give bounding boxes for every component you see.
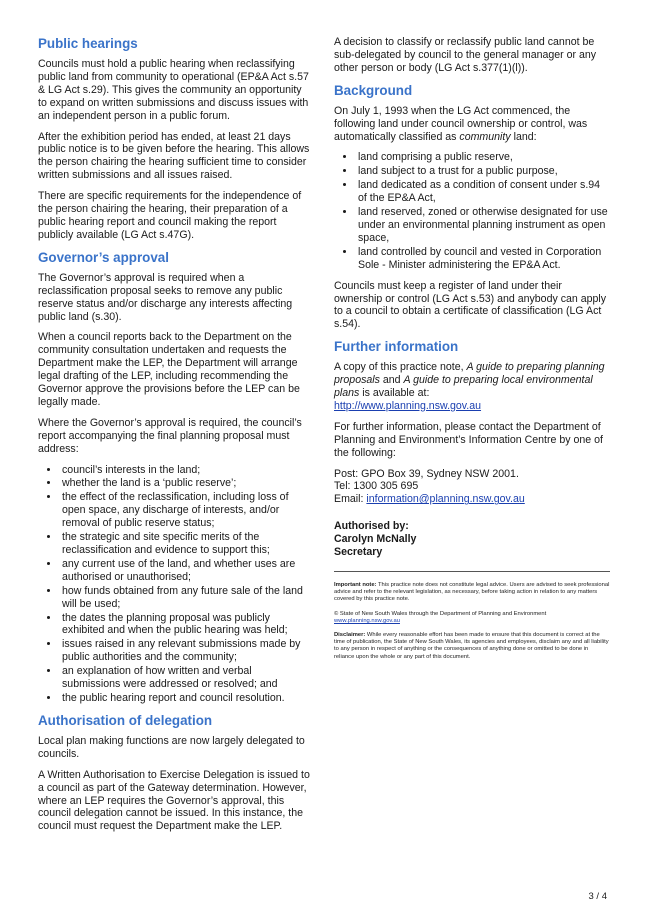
disclaimer-note xyxy=(334,632,610,661)
copyright-note xyxy=(334,611,610,625)
notes-divider xyxy=(334,571,610,572)
further-information-heading: Further information xyxy=(334,339,459,355)
left-column xyxy=(38,36,310,841)
contact-email-label: Email: xyxy=(334,493,367,506)
further-p1-a: A copy of this practice note, xyxy=(334,361,467,374)
signature-block xyxy=(334,520,610,559)
background-p1-post: land: xyxy=(510,130,537,143)
governors-approval-p1: The Governor’s approval is required when a reclassification proposal seeks to remove any public reserve status and/or discharge any interests affecting public land (s.30). xyxy=(38,271,293,323)
authorisation-p2: A Written Authorisation to Exercise Delegation is issued to a council as part of the Gateway determination. However, where an LEP requires the Governor’s approval, this council delegation cannot be issued. In this instance, the council must request the Department make the LEP. xyxy=(38,768,310,833)
authorisation-p1: Local plan making functions are now largely delegated to councils. xyxy=(38,734,305,760)
background-p1-em: community xyxy=(459,130,511,143)
background-p1-pre: On July 1, 1993 when the LG Act commenced, the following land under council ownership or control, was automatically classified as xyxy=(334,104,588,143)
signature-authorised-by: Authorised by: xyxy=(334,520,409,533)
copyright-text: © State of New South Wales through the Department of Planning and Environment xyxy=(334,610,547,617)
governors-approval-p3: Where the Governor’s approval is required, the council’s report accompanying the final planning proposal must address: xyxy=(38,416,302,455)
background-p1 xyxy=(334,105,610,144)
list-item: • the dates the planning proposal was publicly exhibited and when the public hearing was held; xyxy=(60,612,310,638)
list-item: • land controlled by council and vested in Corporation Sole - Minister administering the EP&A Act. xyxy=(356,246,610,272)
governors-approval-heading: Governor’s approval xyxy=(38,249,169,265)
list-item: • whether the land is a ‘public reserve’; xyxy=(60,477,310,490)
list-item: • the effect of the reclassification, including loss of open space, any discharge of interests, and/or removal of public reserve status; xyxy=(60,491,310,530)
delegation-intro: A decision to classify or reclassify public land cannot be sub-delegated by council to the general manager or any other person or body (LG Act s.377(1)(l)). xyxy=(334,36,597,74)
important-note xyxy=(334,582,610,604)
public-hearings-p1: Councils must hold a public hearing when reclassifying public land from community to operational (EP&A Act s.57 & LG Act s.29). This gives the community an opportunity to expand on written submissions and discuss issues with an independent person in a public forum. xyxy=(38,58,309,122)
authorisation-heading: Authorisation of delegation xyxy=(38,712,213,728)
contact-details xyxy=(334,468,610,507)
further-p1-b: and xyxy=(379,374,404,387)
guide-lep-title: A guide to preparing local environmental plans xyxy=(334,374,593,400)
signature-name: Carolyn McNally xyxy=(334,533,417,546)
contact-post: Post: GPO Box 39, Sydney NSW 2001. xyxy=(334,467,519,480)
disclaimer-text: While every reasonable effort has been made to ensure that this document is correct at the time of publication, the State of New South Wales, its agencies and employees, disclaim any and all liability to any person in respect of anything or the consequences of anything done or omitted to be done in reliance upon the whole or any part of this document. xyxy=(334,632,609,660)
planning-website-link[interactable]: http://www.planning.nsw.gov.au xyxy=(334,399,482,412)
list-item: • how funds obtained from any future sale of the land will be used; xyxy=(60,585,310,611)
public-hearings-p3: There are specific requirements for the independence of the person chairing the hearing, their preparation of a public hearing report and council making the report publicly available (LG Act s.47G). xyxy=(38,190,302,241)
page-number: 3 / 4 xyxy=(588,891,607,902)
list-item: • land dedicated as a condition of consent under s.94 of the EP&A Act, xyxy=(356,179,610,205)
list-item: • land reserved, zoned or otherwise designated for use under an environmental planning instrument as open space, xyxy=(356,206,610,245)
guide-planning-proposals-title: A guide to preparing planning proposals xyxy=(334,361,605,387)
contact-email-link[interactable]: information@planning.nsw.gov.au xyxy=(366,493,525,506)
contact-tel: Tel: 1300 305 695 xyxy=(334,480,419,493)
list-item: • an explanation of how written and verbal submissions were addressed or resolved; and xyxy=(60,665,310,691)
public-hearings-p2: After the exhibition period has ended, at least 21 days public notice is to be given before the hearing. This allows the person chairing the hearing sufficient time to consider written submissions and all issues raised. xyxy=(38,130,310,182)
important-note-label: Important note: xyxy=(334,582,377,588)
right-column xyxy=(334,36,610,668)
governors-approval-p2: When a council reports back to the Department on the community consultation undertaken and requests the Department make the LEP, the Department will arrange legal drafting of the LEP, including recommending the Governor approve the provisions before the LEP can be legally made. xyxy=(38,331,300,408)
background-p2: Councils must keep a register of land under their ownership or control (LG Act s.53) and anybody can apply to a council to obtain a certificate of classification (LG Act s.54). xyxy=(334,279,607,331)
list-item: • land subject to a trust for a public purpose, xyxy=(356,165,610,178)
background-heading: Background xyxy=(334,82,413,98)
list-item: • council’s interests in the land; xyxy=(60,464,310,477)
list-item: • the public hearing report and council resolution. xyxy=(60,692,310,705)
signature-title: Secretary xyxy=(334,546,383,559)
copyright-link[interactable]: www.planning.nsw.gov.au xyxy=(334,617,400,624)
disclaimer-label: Disclaimer: xyxy=(334,632,366,639)
further-p2: For further information, please contact the Department of Planning and Environment’s Information Centre by one of the following: xyxy=(334,420,603,459)
further-p1 xyxy=(334,361,610,413)
important-note-text: This practice note does not constitute legal advice. Users are advised to seek professional advice and refer to the relevant legislation, as necessary, before taking action in relation to any matters covered by this practice note. xyxy=(334,582,610,603)
list-item: • land comprising a public reserve, xyxy=(356,151,610,164)
background-list xyxy=(334,151,610,271)
public-hearings-heading: Public hearings xyxy=(38,36,138,51)
list-item: • issues raised in any relevant submissions made by public authorities and the community; xyxy=(60,638,310,664)
further-p1-c: is available at: xyxy=(359,387,430,400)
list-item: • any current use of the land, and whether uses are authorised or unauthorised; xyxy=(60,558,310,584)
governors-approval-list xyxy=(38,464,310,705)
list-item: • the strategic and site specific merits of the reclassification and evidence to support this; xyxy=(60,531,310,557)
